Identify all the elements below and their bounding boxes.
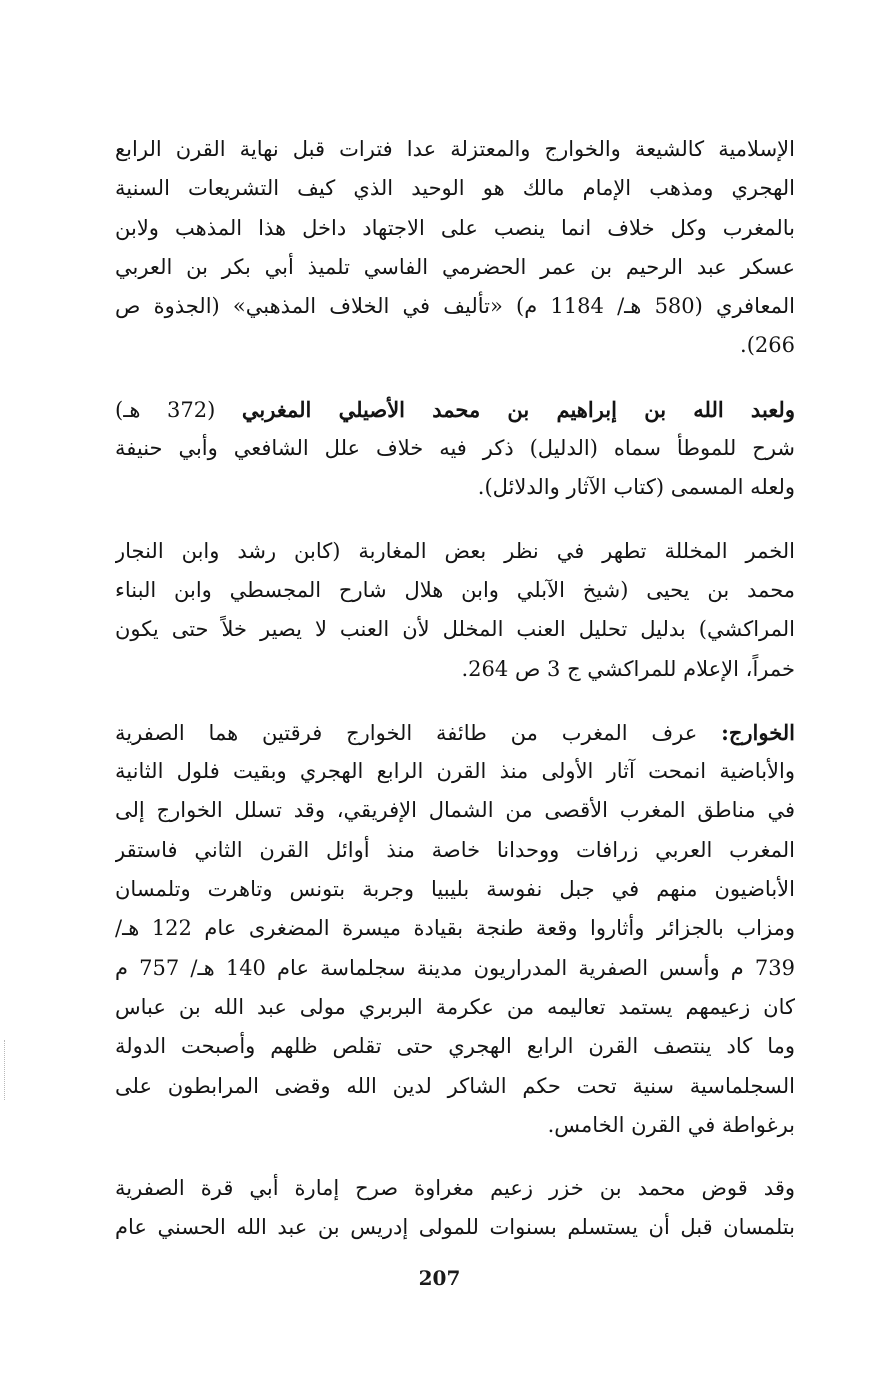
text-line: الإسلامية كالشيعة والخوارج والمعتزلة عدا فترات قبل نهاية القرن الرابع <box>115 137 795 161</box>
text-line: خمراً، الإعلام للمراكشي ج 3 ص 264. <box>461 656 795 681</box>
text-line: المعافري (580 هـ/ 1184 م) «تأليف في الخلاف المذهبي» (الجذوة ص <box>115 294 795 319</box>
text-line: ولعله المسمى (كتاب الآثار والدلائل). <box>477 475 795 500</box>
text-line: محمد بن يحيى (شيخ الآبلي وابن هلال شارح المجسطي وابن البناء <box>115 577 795 602</box>
paragraph-asili <box>115 390 795 508</box>
text-line: ولعبد الله بن إبراهيم بن محمد الأصيلي المغربي (372 هـ) <box>115 396 795 422</box>
text-line: الهجري ومذهب الإمام مالك هو الوحيد الذي كيف التشريعات السنية <box>115 176 795 201</box>
paragraph-maghrawa <box>115 1169 795 1248</box>
text-line: في مناطق المغرب الأقصى من الشمال الإفريقي، وقد تسلل الخوارج إلى <box>115 798 795 823</box>
text-line: شرح للموطأ سماه (الدليل) ذكر فيه خلاف علل الشافعي وأبي حنيفة <box>115 436 795 461</box>
text-line: كان زعيمهم يستمد تعاليمه من عكرمة البربري مولى عبد الله بن عباس <box>115 994 795 1019</box>
text-line: والأباضية انمحت آثار الأولى منذ القرن الرابع الهجري وبقيت فلول الثانية <box>115 759 795 784</box>
text-line: المراكشي) بدليل تحليل العنب المخلل لأن العنب لا يصير خلاً حتى يكون <box>115 617 795 642</box>
text-line: المغرب العربي زرافات ووحدانا خاصة منذ أوائل القرن الثاني فاستقر <box>115 837 795 862</box>
scan-edge-mark <box>4 1040 7 1100</box>
text-line: ومزاب بالجزائر وأثاروا وقعة طنجة بقيادة ميسرة المضغرى عام 122 هـ/ <box>115 916 795 941</box>
text-line: السجلماسية سنية تحت حكم الشاكر لدين الله وقضى المرابطون على <box>115 1073 795 1098</box>
text-line: الخمر المخللة تطهر في نظر بعض المغاربة (كابن رشد وابن النجار <box>115 538 795 563</box>
text-line: الخوارج: عرف المغرب من طائفة الخوارج فرقتين هما الصفرية <box>115 719 795 745</box>
text-line: عسكر عبد الرحيم بن عمر الحضرمي الفاسي تلميذ أبي بكر بن العربي <box>115 254 795 279</box>
text-line: الأباضيون منهم في جبل نفوسة بليبيا وجربة بتونس وتاهرت وتلمسان <box>115 877 795 902</box>
paragraph-madhhab <box>115 130 795 366</box>
paragraph-khawarij <box>115 713 795 1145</box>
paragraph-lead: الخوارج: <box>721 719 795 745</box>
text-line: وما كاد ينتصف القرن الرابع الهجري حتى تقلص ظلهم وأصبحت الدولة <box>115 1034 795 1059</box>
paragraph-lead: ولعبد الله بن إبراهيم بن محمد الأصيلي المغربي <box>241 396 795 422</box>
paragraph-khamr <box>115 532 795 689</box>
text-line: 266). <box>740 333 795 358</box>
text-line: برغواطة في القرن الخامس. <box>547 1112 795 1137</box>
text-line: 739 م وأسس الصفرية المدراريون مدينة سجلماسة عام 140 هـ/ 757 م <box>115 955 795 980</box>
page-number: 207 <box>418 1266 461 1290</box>
text-line: بالمغرب وكل خلاف انما ينصب على الاجتهاد داخل هذا المذهب ولابن <box>115 215 795 240</box>
body-text <box>115 130 795 1248</box>
text-line: بتلمسان قبل أن يستسلم بسنوات للمولى إدريس بن عبد الله الحسني عام <box>115 1215 795 1240</box>
text-line: وقد قوض محمد بن خزر زعيم مغراوة صرح إمارة أبي قرة الصفرية <box>115 1176 795 1201</box>
